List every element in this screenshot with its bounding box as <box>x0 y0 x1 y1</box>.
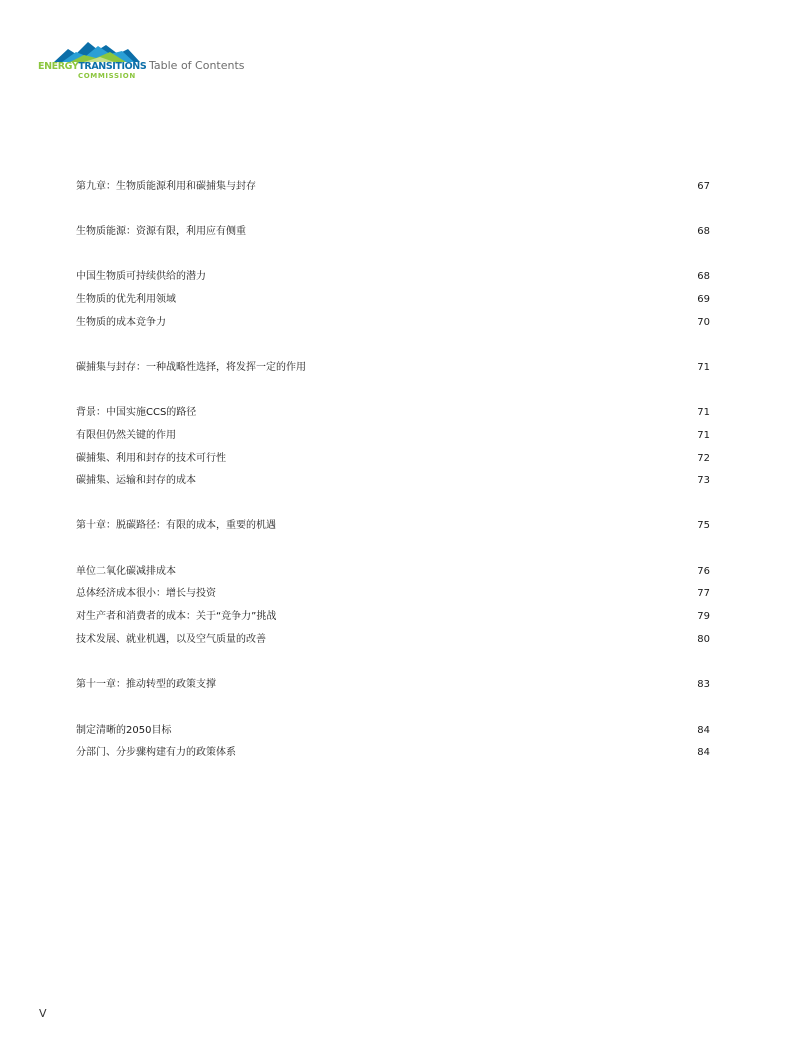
toc-entry-subsection[interactable] <box>76 744 710 762</box>
toc-entry-page: 76 <box>697 566 710 577</box>
toc-entry-page: 79 <box>697 611 710 622</box>
toc-entry-subsection[interactable] <box>76 722 710 740</box>
toc-entry-page: 84 <box>697 725 710 736</box>
toc-entry-title: 总体经济成本很小：增长与投资 <box>76 588 216 599</box>
toc-entry-section[interactable] <box>76 223 710 241</box>
toc-entry-title: 生物质的优先利用领域 <box>76 294 176 305</box>
toc-entry-page: 68 <box>697 271 710 282</box>
toc-entry-title: 制定清晰的2050目标 <box>76 725 172 736</box>
page-number: V <box>39 1007 47 1020</box>
toc-entry-title: 第十章：脱碳路径：有限的成本，重要的机遇 <box>76 520 276 531</box>
toc-entry-chapter-9[interactable] <box>76 178 710 196</box>
toc-entry-subsection[interactable] <box>76 404 710 422</box>
toc-entry-page: 71 <box>697 362 710 373</box>
toc-entry-subsection[interactable] <box>76 631 710 649</box>
toc-entry-subsection[interactable] <box>76 608 710 626</box>
section-title: Table of Contents <box>149 59 245 72</box>
toc-entry-page: 68 <box>697 226 710 237</box>
energy-transitions-commission-logo <box>38 40 147 84</box>
toc-entry-title: 有限但仍然关键的作用 <box>76 430 176 441</box>
logo-subtitle: COMMISSION <box>78 72 136 80</box>
toc-entry-page: 80 <box>697 634 710 645</box>
toc-entry-page: 69 <box>697 294 710 305</box>
toc-entry-page: 75 <box>697 520 710 531</box>
toc-entry-page: 71 <box>697 407 710 418</box>
toc-entry-title: 单位二氧化碳减排成本 <box>76 566 176 577</box>
toc-entry-section[interactable] <box>76 359 710 377</box>
toc-entry-subsection[interactable] <box>76 472 710 490</box>
toc-entry-title: 第九章：生物质能源利用和碳捕集与封存 <box>76 181 256 192</box>
toc-entry-title: 中国生物质可持续供给的潜力 <box>76 271 206 282</box>
toc-entry-title: 碳捕集、利用和封存的技术可行性 <box>76 453 226 464</box>
toc-entry-page: 71 <box>697 430 710 441</box>
toc-entry-title: 生物质的成本竞争力 <box>76 317 166 328</box>
logo-wordmark: ENERGYTRANSITIONS <box>38 61 147 72</box>
toc-entry-title: 第十一章：推动转型的政策支撑 <box>76 679 216 690</box>
toc-entry-page: 83 <box>697 679 710 690</box>
toc-entry-subsection[interactable] <box>76 314 710 332</box>
toc-entry-chapter-11[interactable] <box>76 676 710 694</box>
toc-entry-page: 77 <box>697 588 710 599</box>
toc-entry-subsection[interactable] <box>76 291 710 309</box>
toc-entry-page: 67 <box>697 181 710 192</box>
toc-entry-subsection[interactable] <box>76 268 710 286</box>
toc-entry-title: 碳捕集与封存：一种战略性选择，将发挥一定的作用 <box>76 362 306 373</box>
toc-entry-page: 72 <box>697 453 710 464</box>
toc-entry-subsection[interactable] <box>76 427 710 445</box>
toc-entry-title: 碳捕集、运输和封存的成本 <box>76 475 196 486</box>
toc-entry-subsection[interactable] <box>76 563 710 581</box>
toc-entry-page: 70 <box>697 317 710 328</box>
toc-entry-title: 生物质能源：资源有限，利用应有侧重 <box>76 226 246 237</box>
toc-entry-subsection[interactable] <box>76 450 710 468</box>
toc-entry-title: 分部门、分步骤构建有力的政策体系 <box>76 747 236 758</box>
toc-entry-page: 84 <box>697 747 710 758</box>
toc-entry-title: 技术发展、就业机遇，以及空气质量的改善 <box>76 634 266 645</box>
toc-entry-title: 背景：中国实施CCS的路径 <box>76 407 197 418</box>
toc-entry-title: 对生产者和消费者的成本：关于“竞争力”挑战 <box>76 611 277 622</box>
toc-entry-subsection[interactable] <box>76 585 710 603</box>
toc-entry-page: 73 <box>697 475 710 486</box>
mountain-logo-icon <box>54 40 140 62</box>
header <box>38 40 298 84</box>
toc-entry-chapter-10[interactable] <box>76 517 710 535</box>
